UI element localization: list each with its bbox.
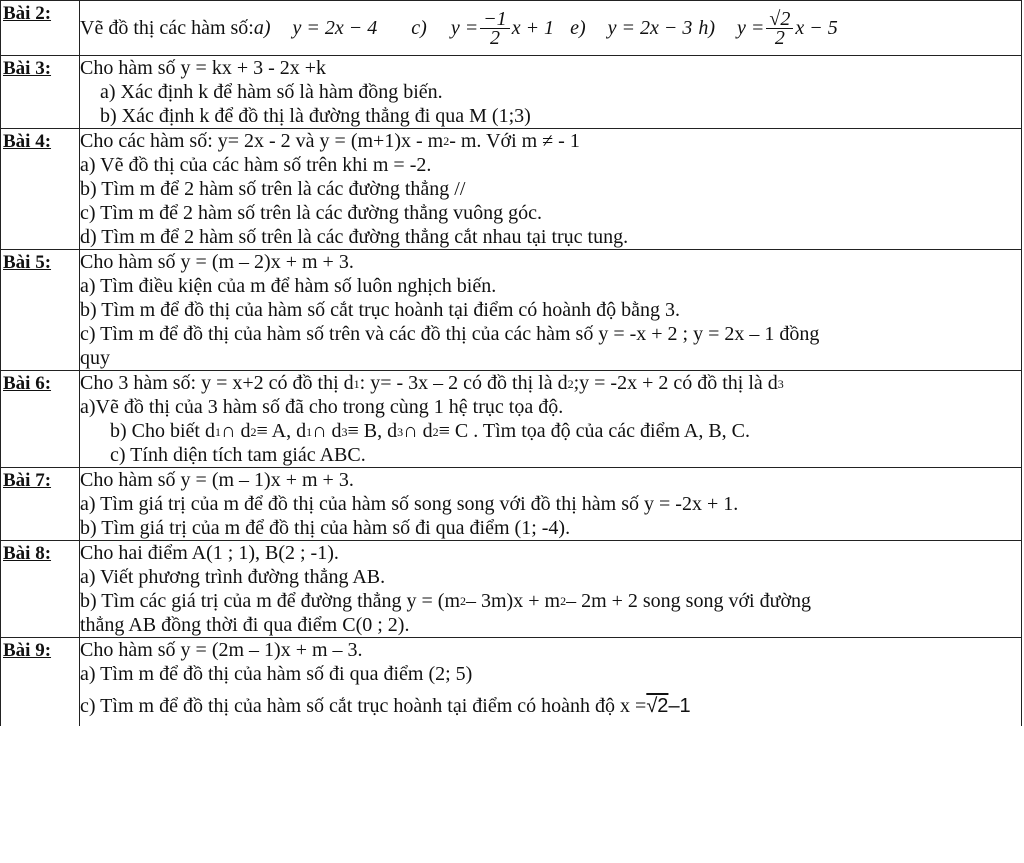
text-segment: Cho các hàm số: y= 2x - 2 và y = (m+1)x - m: [80, 130, 444, 152]
equation-a: y = 2x − 4: [292, 17, 378, 39]
equation-h-rest: x − 5: [795, 17, 838, 39]
exercise-label: Bài 8:: [3, 543, 52, 564]
item-tag: e): [570, 17, 586, 39]
exercise-row-6: [1, 371, 1022, 468]
text-segment: - m. Với m ≠ - 1: [449, 130, 580, 152]
exercise-line: a) Tìm điều kiện của m để hàm số luôn nghịch biến.: [80, 275, 497, 297]
exercise-row-5: [1, 250, 1022, 371]
exercise-row-4: [1, 129, 1022, 250]
text-segment: : y= - 3x – 2 có đồ thị là d: [359, 372, 568, 394]
subscript: 2: [250, 425, 257, 439]
exercise-label-cell: [1, 371, 80, 468]
exercise-line: [80, 371, 1021, 395]
equation-c-lhs: y =: [450, 17, 479, 39]
exercise-label: Bài 4:: [3, 131, 52, 152]
exercise-line: [80, 686, 1021, 726]
text-segment: Cho 3 hàm số: y = x+2 có đồ thị d: [80, 372, 354, 394]
equation-c-rest: x + 1: [511, 17, 555, 39]
exercise-line: c) Tìm m để đồ thị của hàm số trên và các đồ thị của các hàm số y = -x + 2 ; y = 2x – 1 đồng: [80, 323, 820, 345]
exercise-label-cell: [1, 638, 80, 727]
exercise-row-2: [1, 1, 1022, 56]
exercise-content: [80, 56, 1022, 129]
text-segment: ≡ B, d: [347, 420, 398, 442]
exercise-label-cell: [1, 56, 80, 129]
exercise-line: c) Tính diện tích tam giác ABC.: [110, 444, 366, 466]
exercise-content: [80, 638, 1022, 727]
subscript: 3: [397, 425, 404, 439]
exercise-row-3: [1, 56, 1022, 129]
exercise-line: Cho hàm số y = (2m – 1)x + m – 3.: [80, 639, 363, 661]
exercise-content: [80, 250, 1022, 371]
equation-h-lhs: y =: [737, 17, 765, 39]
subscript: 1: [306, 425, 313, 439]
exercise-content: [80, 371, 1022, 468]
exercise-line: a) Tìm m để đồ thị của hàm số đi qua điểm (2; 5): [80, 663, 473, 685]
exercise-line: [80, 1, 1021, 55]
exercise-line: Cho hai điểm A(1 ; 1), B(2 ; -1).: [80, 542, 339, 564]
exercise-label: Bài 5:: [3, 252, 52, 273]
fraction: [766, 7, 793, 49]
text-segment: – 3m)x + m: [466, 590, 561, 612]
exercise-line: b) Xác định k để đồ thị là đường thẳng đi qua M (1;3): [100, 105, 531, 127]
superscript: 2: [560, 594, 567, 608]
exercise-label-cell: [1, 1, 80, 56]
exercise-label: Bài 7:: [3, 470, 52, 491]
exercise-line: b) Tìm m để đồ thị của hàm số cắt trục hoành tại điểm có hoành độ bằng 3.: [80, 299, 681, 321]
superscript: 2: [460, 594, 466, 608]
item-tag: c): [411, 17, 427, 39]
sqrt-expression: √2: [646, 695, 669, 717]
exercise-content: [80, 468, 1022, 541]
exercise-line: [80, 589, 1021, 613]
item-tag: a): [253, 17, 271, 39]
subscript: 1: [215, 425, 221, 439]
text-segment: ≡ A, d: [256, 420, 307, 442]
exercise-row-9: [1, 638, 1022, 727]
subscript: 1: [353, 377, 360, 391]
text-segment: ∩ d: [403, 420, 433, 442]
text-segment: ≡ C . Tìm tọa độ của các điểm A, B, C.: [438, 420, 751, 442]
exercise-line: a) Viết phương trình đường thẳng AB.: [80, 566, 386, 588]
exercise-line: a) Xác định k để hàm số là hàm đồng biến.: [100, 81, 443, 103]
exercise-content: [80, 129, 1022, 250]
exercise-line: a) Tìm giá trị của m để đồ thị của hàm số song song với đồ thị hàm số y = -2x + 1.: [80, 493, 739, 515]
text-segment: ∩ d: [221, 420, 251, 442]
exercise-label: Bài 3:: [3, 58, 52, 79]
subscript: 3: [341, 425, 348, 439]
text-segment: ∩ d: [312, 420, 342, 442]
exercise-line: c) Tìm m để 2 hàm số trên là các đường thẳng vuông góc.: [80, 202, 543, 224]
fraction-denominator: 2: [489, 26, 500, 49]
subscript: 2: [432, 425, 439, 439]
exercise-line: thẳng AB đồng thời đi qua điểm C(0 ; 2).: [80, 614, 410, 636]
exercise-label: Bài 9:: [3, 640, 52, 661]
text-segment: –1: [668, 695, 691, 717]
exercise-line: a)Vẽ đồ thị của 3 hàm số đã cho trong cùng 1 hệ trục tọa độ.: [80, 396, 564, 418]
intro-text: Vẽ đồ thị các hàm số:: [80, 17, 254, 39]
exercise-line: quy: [80, 347, 110, 369]
exercise-row-8: [1, 541, 1022, 638]
exercise-line: a) Vẽ đồ thị của các hàm số trên khi m = -2.: [80, 154, 432, 176]
exercise-label-cell: [1, 541, 80, 638]
exercise-content: [80, 541, 1022, 638]
exercise-line: Cho hàm số y = (m – 2)x + m + 3.: [80, 251, 354, 273]
exercise-label-cell: [1, 250, 80, 371]
exercise-line: b) Tìm m để 2 hàm số trên là các đường thẳng //: [80, 178, 466, 200]
superscript: 2: [443, 134, 450, 148]
fraction: [480, 7, 510, 49]
exercise-label: Bài 2:: [3, 3, 52, 24]
equation-e: y = 2x − 3: [607, 17, 693, 39]
exercise-line: Cho hàm số y = (m – 1)x + m + 3.: [80, 469, 354, 491]
item-tag: h): [698, 17, 716, 39]
exercise-label-cell: [1, 129, 80, 250]
fraction-denominator: 2: [774, 26, 785, 49]
text-segment: ;y = -2x + 2 có đồ thị là d: [573, 372, 778, 394]
exercise-line: [80, 129, 1021, 153]
subscript: 2: [567, 377, 574, 391]
text-segment: c) Tìm m để đồ thị của hàm số cắt trục hoành tại điểm có hoành độ x =: [80, 695, 647, 717]
exercise-line: d) Tìm m để 2 hàm số trên là các đường thẳng cắt nhau tại trục tung.: [80, 226, 629, 248]
subscript: 3: [777, 377, 784, 391]
exercise-label: Bài 6:: [3, 373, 52, 394]
exercise-label-cell: [1, 468, 80, 541]
text-segment: b) Tìm các giá trị của m để đường thẳng y = (m: [80, 590, 460, 612]
text-segment: b) Cho biết d: [110, 420, 215, 442]
exercise-line: b) Tìm giá trị của m để đồ thị của hàm số đi qua điểm (1; -4).: [80, 517, 571, 539]
exercise-line: [80, 419, 1021, 443]
exercise-row-7: [1, 468, 1022, 541]
fraction-numerator: √2: [766, 10, 793, 29]
fraction-numerator: −1: [480, 10, 510, 29]
exercise-line: Cho hàm số y = kx + 3 - 2x +k: [80, 57, 327, 79]
text-segment: – 2m + 2 song song với đường: [566, 590, 812, 612]
exercise-content: [80, 1, 1022, 56]
